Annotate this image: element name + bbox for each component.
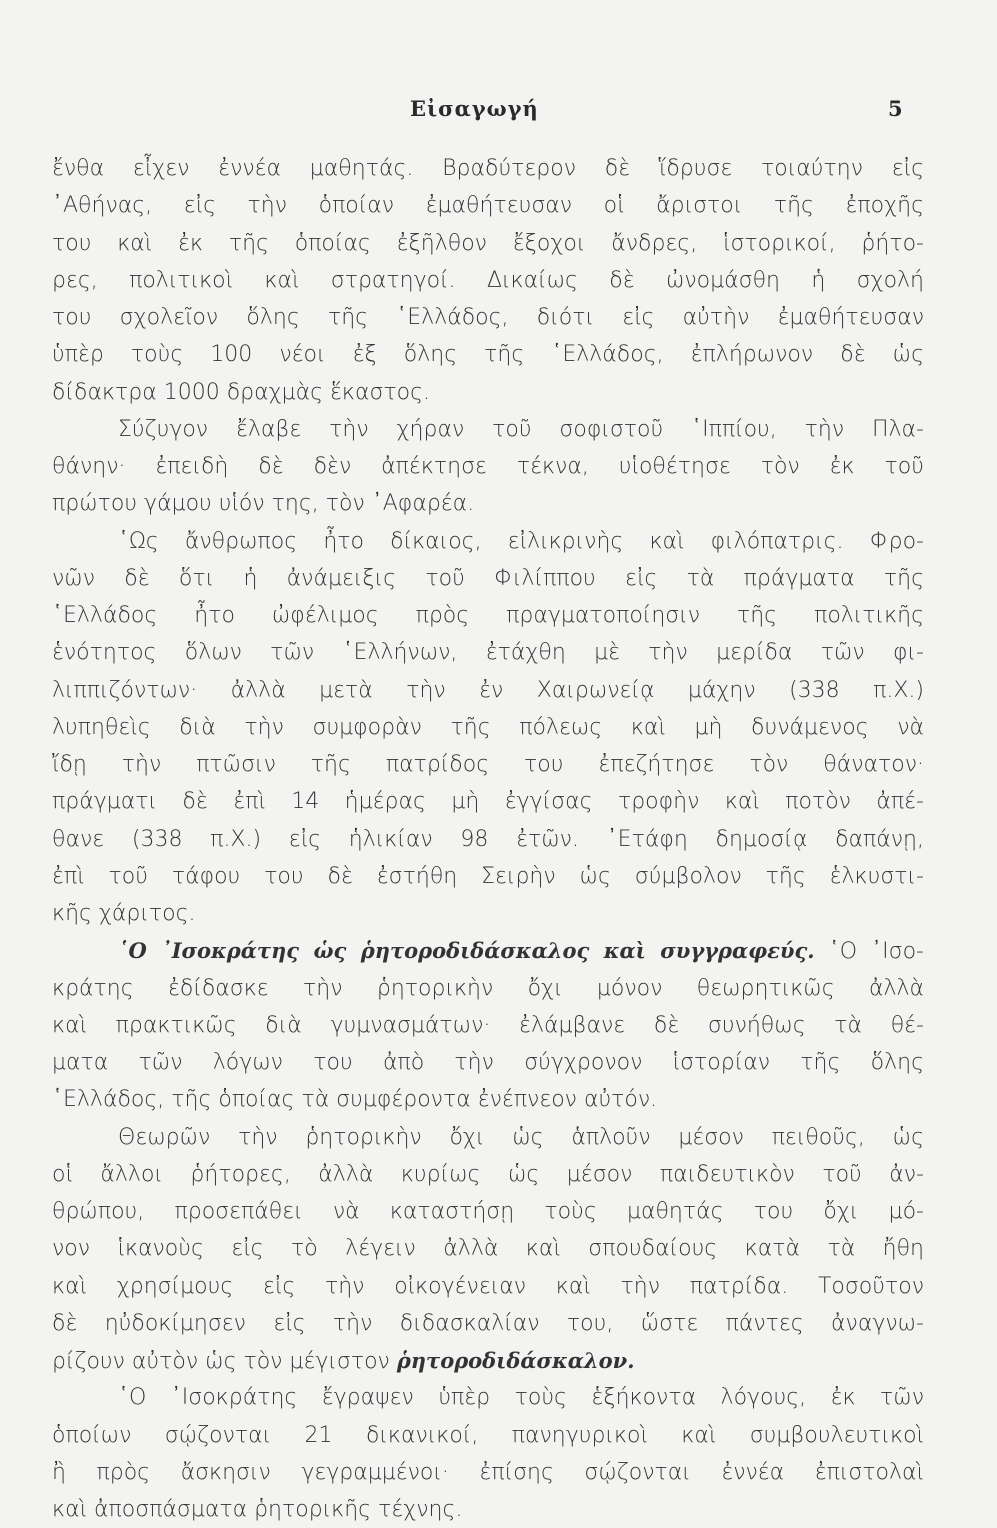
emphasized-term: ῥητοροδιδάσκαλον. [396,1348,635,1373]
text-fragment: ῾Ο ᾿Ισο- [814,939,924,965]
body-text [52,150,924,1528]
text-line: Θεωρῶν τὴν ῥητορικὴν ὄχι ὡς ἁπλοῦν μέσον πειθοῦς, ὡς [118,1124,924,1150]
section-heading: ῾Ο ᾿Ισοκράτης ὡς ῥητοροδιδάσκαλος καὶ συγγραφεύς. [118,938,815,964]
text-line: ῾Ο ᾿Ισοκράτης ἔγραψεν ὑπὲρ τοὺς ἑξήκοντα λόγους, ἐκ τῶν [118,1385,924,1411]
cut-off-line [52,1466,924,1503]
text-line: ῾Ελλάδος ἦτο ὠφέλιμος πρὸς πραγματοποίησιν τῆς πολιτικῆς [52,603,924,628]
text-line: δίδακτρα 1000 δραχμὰς ἕκαστος. [52,379,431,405]
text-line: ἐπὶ τοῦ τάφου του δὲ ἐστήθη Σειρὴν ὡς σύμβολον τῆς ἑλκυστι- [52,863,924,889]
text-line [52,1342,924,1379]
running-title: Εἰσαγωγή [410,96,539,121]
text-line: λυπηθεὶς διὰ τὴν συμφορὰν τῆς πόλεως καὶ μὴ δυνάμενος νὰ [52,714,924,740]
text-line: πρώτου γάμου υἱόν της, τὸν ᾿Αφαρέα. [52,491,475,517]
text-line: ἔνθα εἶχεν ἐννέα μαθητάς. Βραδύτερον δὲ ἵδρυσε τοιαύτην εἰς [52,156,924,181]
text-line: ὑπὲρ τοὺς 100 νέοι ἐξ ὅλης τῆς ῾Ελλάδος, ἐπλήρωνον δὲ ὡς [52,342,924,368]
text-line: ᾿Αθήνας, εἰς τὴν ὁποίαν ἐμαθήτευσαν οἱ ἄριστοι τῆς ἐποχῆς [52,193,924,219]
text-line: ρες, πολιτικοὶ καὶ στρατηγοί. Δικαίως δὲ ὠνομάσθη ἡ σχολή [52,267,924,293]
text-line: ὁποίων σῴζονται 21 δικανικοί, πανηγυρικοὶ καὶ συμβουλευτικοὶ [52,1422,924,1448]
text-line: Σύζυγον ἔλαβε τὴν χήραν τοῦ σοφιστοῦ ῾Ιππίου, τὴν Πλα- [118,416,924,442]
text-line: του σχολεῖον ὅλης τῆς ῾Ελλάδος, διότι εἰς αὐτὴν ἐμαθήτευσαν [52,305,924,330]
text-line: δὲ ηὐδοκίμησεν εἰς τὴν διδασκαλίαν του, ὥστε πάντες ἀναγνω- [52,1310,924,1336]
text-line: λιππιζόντων· ἀλλὰ μετὰ τὴν ἐν Χαιρωνείᾳ μάχην (338 π.Χ.) [52,677,924,703]
text-line: κράτης ἐδίδασκε τὴν ῥητορικὴν ὄχι μόνον θεωρητικῶς ἀλλὰ [52,975,924,1001]
text-line: οἱ ἄλλοι ῥήτορες, ἀλλὰ κυρίως ὡς μέσον παιδευτικὸν τοῦ ἀν- [52,1161,924,1187]
text-line: θάνην· ἐπειδὴ δὲ δὲν ἀπέκτησε τέκνα, υἱοθέτησε τὸν ἐκ τοῦ [52,454,924,479]
text-line: ῾Ελλάδος, τῆς ὁποίας τὰ συμφέροντα ἐνέπνεον αὐτόν. [52,1087,658,1113]
page-number: 5 [888,96,903,121]
text-line: ῾Ως ἄνθρωπος ἦτο δίκαιος, εἰλικρινὴς καὶ φιλόπατρις. Φρο- [118,528,924,554]
text-fragment: ρίζουν αὐτὸν ὡς τὸν μέγιστον [52,1349,397,1374]
text-line: θρώπου, προσεπάθει νὰ καταστήσῃ τοὺς μαθητάς του ὄχι μό- [52,1199,924,1224]
text-line: του καὶ ἐκ τῆς ὁποίας ἐξῆλθον ἔξοχοι ἄνδρες, ἱστορικοί, ῥήτο- [52,230,924,256]
text-line: ματα τῶν λόγων του ἀπὸ τὴν σύγχρονον ἱστορίαν τῆς ὅλης [52,1050,924,1075]
text-line: κῆς χάριτος. [52,901,196,926]
text-line: καὶ πρακτικῶς διὰ γυμνασμάτων· ἐλάμβανε δὲ συνήθως τὰ θέ- [52,1012,924,1038]
text-line [52,932,924,969]
text-line: καὶ χρησίμους εἰς τὴν οἰκογένειαν καὶ τὴν πατρίδα. Τοσοῦτον [52,1273,924,1299]
text-line: νον ἱκανοὺς εἰς τὸ λέγειν ἀλλὰ καὶ σπουδαίους κατὰ τὰ ἤθη [52,1236,924,1262]
page-header [0,96,997,126]
text-line: ἴδῃ τὴν πτῶσιν τῆς πατρίδος του ἐπεζήτησε τὸν θάνατον· [52,752,924,777]
text-line: πράγματι δὲ ἐπὶ 14 ἡμέρας μὴ ἐγγίσας τροφὴν καὶ ποτὸν ἀπέ- [52,789,924,815]
text-line: ἢ πρὸς ἄσκησιν γεγραμμένοι· ἐπίσης σῴζονται ἐννέα ἐπιστολαὶ [52,1459,924,1485]
text-line: καὶ ἀποσπάσματα ῥητορικῆς τέχνης. [52,1497,463,1522]
cut-off-line-fragment [52,1488,924,1500]
text-line: ἑνότητος ὅλων τῶν ῾Ελλήνων, ἐτάχθη μὲ τὴν μερίδα τῶν φι- [52,640,924,666]
text-line: θανε (338 π.Χ.) εἰς ἡλικίαν 98 ἐτῶν. ᾿Ετάφη δημοσίᾳ δαπάνῃ, [52,826,924,852]
text-line: νῶν δὲ ὅτι ἡ ἀνάμειξις τοῦ Φιλίππου εἰς τὰ πράγματα τῆς [52,565,924,591]
